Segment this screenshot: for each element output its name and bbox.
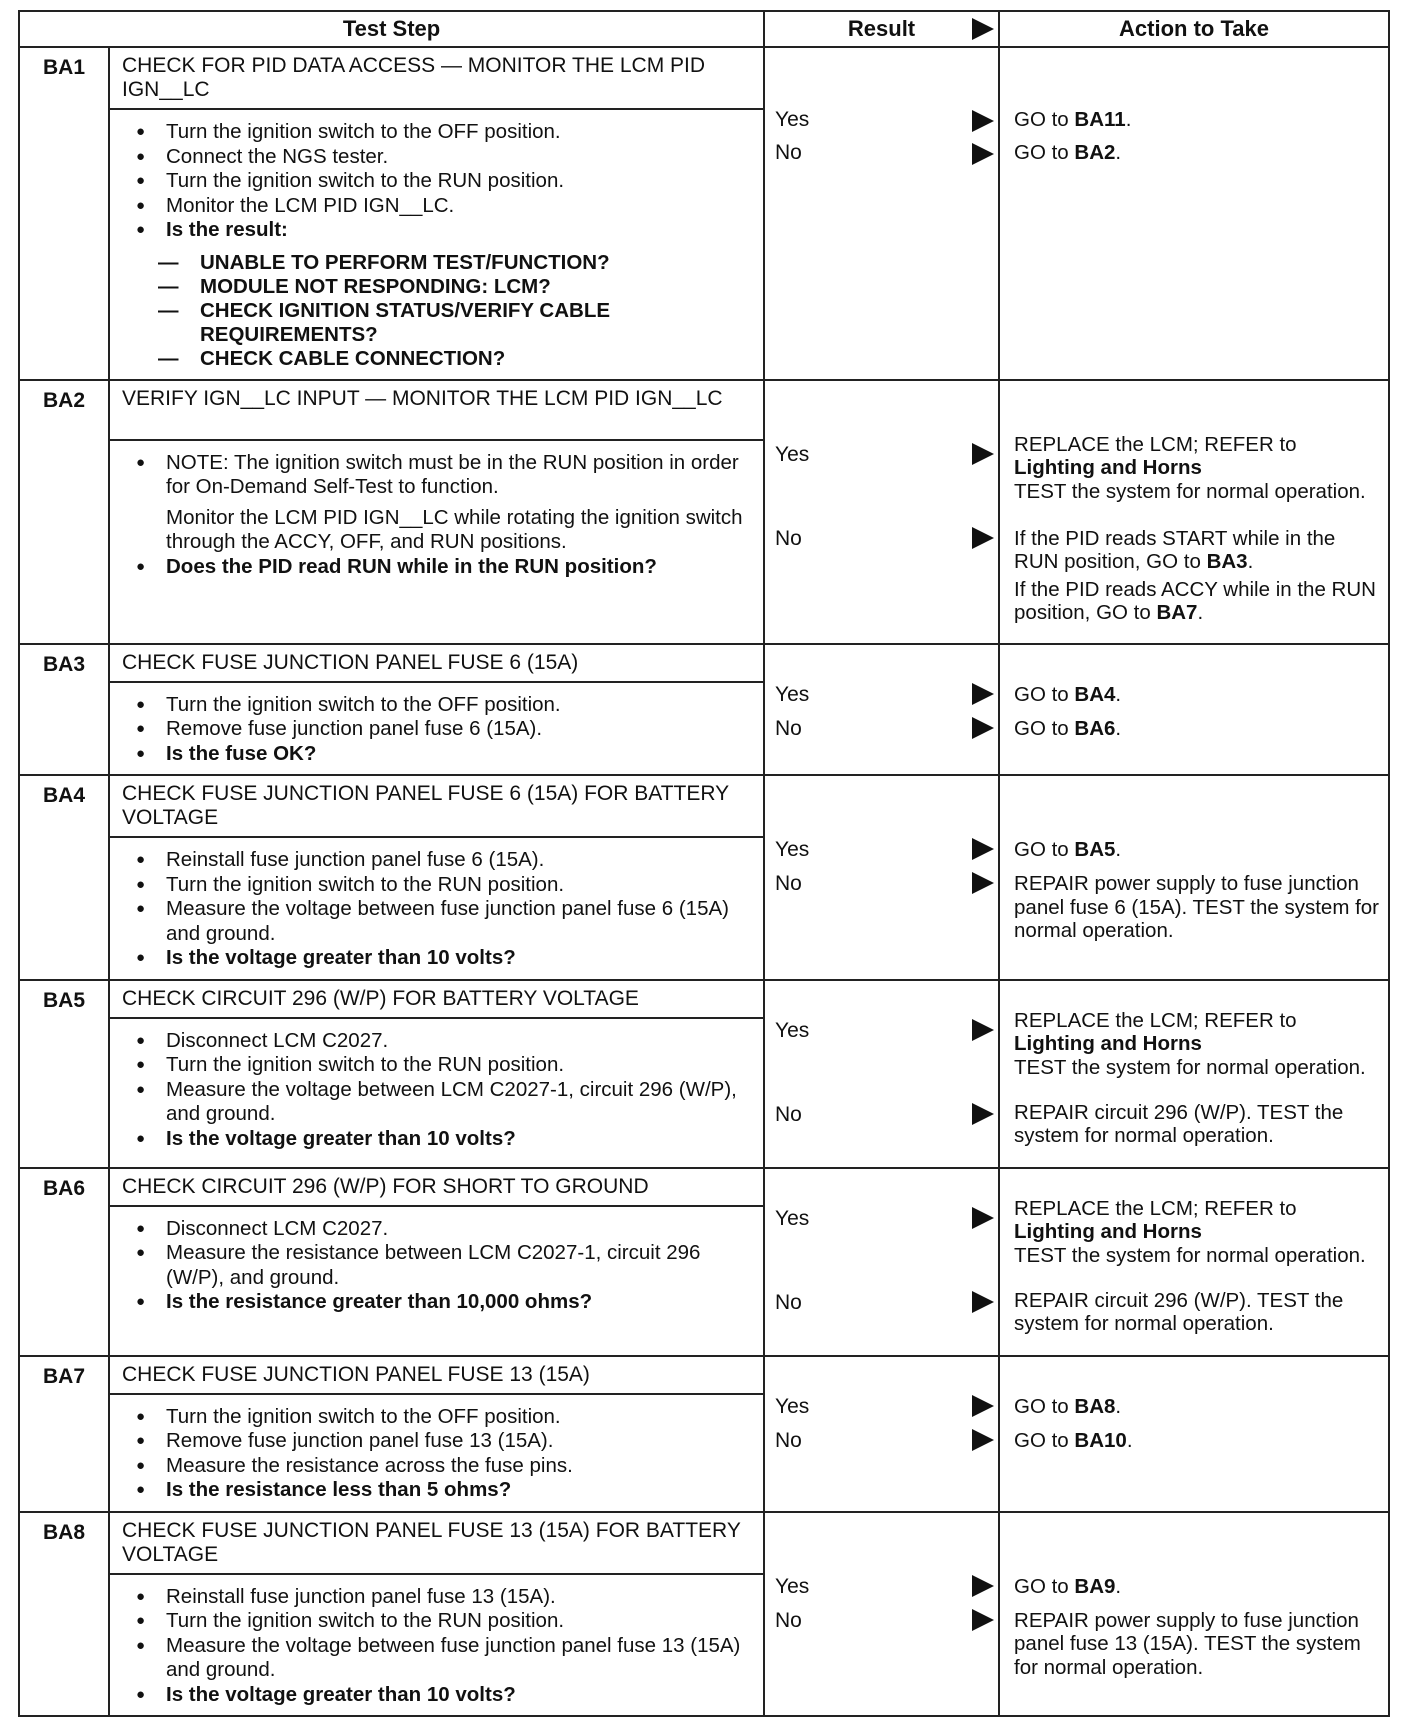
bullet-item: ● Disconnect LCM C2027. [132, 1217, 753, 1242]
action-yes: GO to BA11. [1014, 108, 1132, 131]
step-code: BA5 [19, 980, 109, 1168]
bullet-item: ● Turn the ignition switch to the RUN position. [132, 169, 753, 194]
step-title: CHECK FUSE JUNCTION PANEL FUSE 13 (15A) [109, 1356, 764, 1394]
result-cell [764, 380, 999, 644]
arrow-icon [972, 1291, 994, 1313]
arrow-icon [972, 683, 994, 705]
action-cell [999, 47, 1389, 380]
result-no: No [775, 872, 802, 895]
step-code: BA7 [19, 1356, 109, 1512]
step-title: CHECK FOR PID DATA ACCESS — MONITOR THE LCM PID IGN__LC [109, 47, 764, 109]
bullet-item: ● Connect the NGS tester. [132, 145, 753, 170]
action-yes: REPLACE the LCM; REFER to Lighting and Horns TEST the system for normal operation. [1014, 432, 1366, 503]
arrow-icon [972, 1019, 994, 1041]
result-yes: Yes [775, 1018, 810, 1042]
action-no: REPAIR power supply to fuse junction panel fuse 13 (15A). TEST the system for normal operation. [1014, 1608, 1361, 1679]
dash-item: — CHECK IGNITION STATUS/VERIFY CABLE REQUIREMENTS? [158, 299, 753, 347]
bullet-question: ● Is the resistance greater than 10,000 ohms? [132, 1290, 753, 1315]
step-title-row [19, 1356, 1389, 1394]
action-yes: GO to BA9. [1014, 1574, 1122, 1598]
step-bullets [122, 848, 753, 971]
action-yes: GO to BA5. [1014, 838, 1122, 861]
result-cell [764, 644, 999, 776]
pinpoint-test-table [18, 10, 1390, 1717]
arrow-icon [972, 1609, 994, 1631]
action-cell [999, 1512, 1389, 1717]
step-bullets [122, 693, 753, 767]
result-yes: Yes [775, 108, 810, 131]
bullet-item: ● Measure the voltage between LCM C2027-1, circuit 296 (W/P), and ground. [132, 1078, 753, 1127]
action-cell [999, 1356, 1389, 1512]
step-body [109, 682, 764, 776]
bullet-item: ● Disconnect LCM C2027. [132, 1029, 753, 1054]
arrow-icon [972, 18, 994, 40]
arrow-icon [972, 1207, 994, 1229]
result-no: No [775, 141, 802, 164]
result-no: No [775, 1428, 802, 1452]
step-body [109, 440, 764, 644]
result-yes: Yes [775, 442, 810, 466]
arrow-icon [972, 1395, 994, 1417]
step-bullets [122, 451, 753, 500]
arrow-icon [972, 1575, 994, 1597]
bullet-item: ● Turn the ignition switch to the RUN position. [132, 1609, 753, 1634]
bullet-item: ● Monitor the LCM PID IGN__LC. [132, 194, 753, 219]
step-title-row [19, 775, 1389, 837]
result-cell [764, 980, 999, 1168]
result-cell [764, 1168, 999, 1356]
result-no: No [775, 716, 802, 740]
step-body [109, 1018, 764, 1168]
step-title: CHECK CIRCUIT 296 (W/P) FOR SHORT TO GROUND [109, 1168, 764, 1206]
action-no: REPAIR power supply to fuse junction panel fuse 6 (15A). TEST the system for normal operation. [1014, 872, 1380, 942]
action-no: GO to BA6. [1014, 716, 1122, 740]
step-title: CHECK FUSE JUNCTION PANEL FUSE 13 (15A) FOR BATTERY VOLTAGE [109, 1512, 764, 1574]
step-title-row [19, 1512, 1389, 1574]
arrow-icon [972, 443, 994, 465]
bullet-question: ● Is the voltage greater than 10 volts? [132, 1683, 753, 1708]
arrow-icon [972, 143, 994, 165]
action-yes: REPLACE the LCM; REFER to Lighting and Horns TEST the system for normal operation. [1014, 1008, 1366, 1079]
step-body [109, 1206, 764, 1356]
header-result-label: Result [847, 16, 916, 41]
bullet-question: ● Is the voltage greater than 10 volts? [132, 1127, 753, 1152]
action-no: GO to BA2. [1014, 141, 1122, 164]
dash-item: — MODULE NOT RESPONDING: LCM? [158, 275, 753, 299]
action-cell [999, 644, 1389, 776]
step-code: BA1 [19, 47, 109, 380]
result-yes: Yes [775, 682, 810, 706]
result-cell [764, 1356, 999, 1512]
result-yes: Yes [775, 1574, 810, 1598]
result-yes: Yes [775, 838, 810, 861]
action-yes: REPLACE the LCM; REFER to Lighting and Horns TEST the system for normal operation. [1014, 1196, 1366, 1267]
action-yes: GO to BA8. [1014, 1394, 1122, 1418]
bullet-item: ● Measure the voltage between fuse junction panel fuse 13 (15A) and ground. [132, 1634, 753, 1683]
bullet-item: ● Turn the ignition switch to the RUN position. [132, 1053, 753, 1078]
action-no: GO to BA10. [1014, 1428, 1133, 1452]
step-bullets [122, 1405, 753, 1503]
step-bullets [122, 555, 753, 580]
bullet-item: ● Turn the ignition switch to the OFF position. [132, 693, 753, 718]
result-yes: Yes [775, 1206, 810, 1230]
step-title-row [19, 380, 1389, 440]
bullet-question: ● Is the voltage greater than 10 volts? [132, 946, 753, 971]
step-title: VERIFY IGN__LC INPUT — MONITOR THE LCM PID IGN__LC [109, 380, 764, 440]
bullet-item: ● Measure the voltage between fuse junction panel fuse 6 (15A) and ground. [132, 897, 753, 946]
result-no: No [775, 1608, 802, 1632]
arrow-icon [972, 1429, 994, 1451]
step-title-row [19, 1168, 1389, 1206]
step-code: BA8 [19, 1512, 109, 1717]
action-no: REPAIR circuit 296 (W/P). TEST the system for normal operation. [1014, 1288, 1344, 1335]
result-yes: Yes [775, 1394, 810, 1418]
result-cell [764, 775, 999, 980]
bullet-question: ● Is the fuse OK? [132, 742, 753, 767]
step-bullets [122, 1585, 753, 1708]
bullet-item: ● Measure the resistance between LCM C2027-1, circuit 296 (W/P), and ground. [132, 1241, 753, 1290]
result-cell [764, 1512, 999, 1717]
bullet-item: ● Remove fuse junction panel fuse 13 (15A). [132, 1429, 753, 1454]
dash-item: — CHECK CABLE CONNECTION? [158, 347, 753, 371]
result-no: No [775, 1102, 802, 1126]
step-bullets [122, 1029, 753, 1152]
action-no: REPAIR circuit 296 (W/P). TEST the system for normal operation. [1014, 1100, 1344, 1147]
bullet-item: ● Measure the resistance across the fuse pins. [132, 1454, 753, 1479]
bullet-item: ● Turn the ignition switch to the OFF position. [132, 120, 753, 145]
bullet-note: ● NOTE: The ignition switch must be in the RUN position in order for On-Demand Self-Test to function. [132, 451, 753, 500]
diagnostic-table-container [18, 10, 1388, 1717]
bullet-item: ● Reinstall fuse junction panel fuse 13 (15A). [132, 1585, 753, 1610]
step-bullets [122, 120, 753, 243]
step-paragraph: Monitor the LCM PID IGN__LC while rotating the ignition switch through the ACCY, OFF, and RUN positions. [166, 505, 743, 553]
step-code: BA6 [19, 1168, 109, 1356]
header-test-step: Test Step [19, 11, 764, 47]
action-cell [999, 980, 1389, 1168]
step-title: CHECK CIRCUIT 296 (W/P) FOR BATTERY VOLTAGE [109, 980, 764, 1018]
step-bullets [122, 1217, 753, 1315]
step-body [109, 109, 764, 380]
step-body [109, 1394, 764, 1512]
step-title-row [19, 644, 1389, 682]
arrow-icon [972, 527, 994, 549]
bullet-question: ● Is the resistance less than 5 ohms? [132, 1478, 753, 1503]
step-title-row [19, 980, 1389, 1018]
action-cell [999, 1168, 1389, 1356]
step-code: BA4 [19, 775, 109, 980]
header-result [764, 11, 999, 47]
step-body [109, 1574, 764, 1717]
arrow-icon [972, 838, 994, 860]
bullet-item: ● Turn the ignition switch to the RUN position. [132, 873, 753, 898]
step-body [109, 837, 764, 980]
step-code: BA3 [19, 644, 109, 776]
bullet-item: ● Turn the ignition switch to the OFF position. [132, 1405, 753, 1430]
arrow-icon [972, 1103, 994, 1125]
bullet-item: ● Remove fuse junction panel fuse 6 (15A). [132, 717, 753, 742]
arrow-icon [972, 110, 994, 132]
result-no: No [775, 1290, 802, 1314]
action-cell [999, 775, 1389, 980]
header-row [19, 11, 1389, 47]
bullet-question: ● Is the result: [132, 218, 753, 243]
action-no: If the PID reads START while in the RUN position, GO to BA3. If the PID reads ACCY while in the RUN position, GO to BA7. [1014, 526, 1376, 624]
step-title: CHECK FUSE JUNCTION PANEL FUSE 6 (15A) [109, 644, 764, 682]
step-title-row [19, 47, 1389, 109]
result-no: No [775, 526, 802, 550]
action-cell [999, 380, 1389, 644]
action-yes: GO to BA4. [1014, 682, 1122, 706]
arrow-icon [972, 717, 994, 739]
bullet-item: ● Reinstall fuse junction panel fuse 6 (15A). [132, 848, 753, 873]
dash-item: — UNABLE TO PERFORM TEST/FUNCTION? [158, 251, 753, 275]
arrow-icon [972, 872, 994, 894]
result-options [122, 251, 753, 371]
header-action: Action to Take [999, 11, 1389, 47]
result-cell [764, 47, 999, 380]
bullet-question: ● Does the PID read RUN while in the RUN position? [132, 555, 753, 580]
step-title: CHECK FUSE JUNCTION PANEL FUSE 6 (15A) FOR BATTERY VOLTAGE [109, 775, 764, 837]
step-code: BA2 [19, 380, 109, 644]
